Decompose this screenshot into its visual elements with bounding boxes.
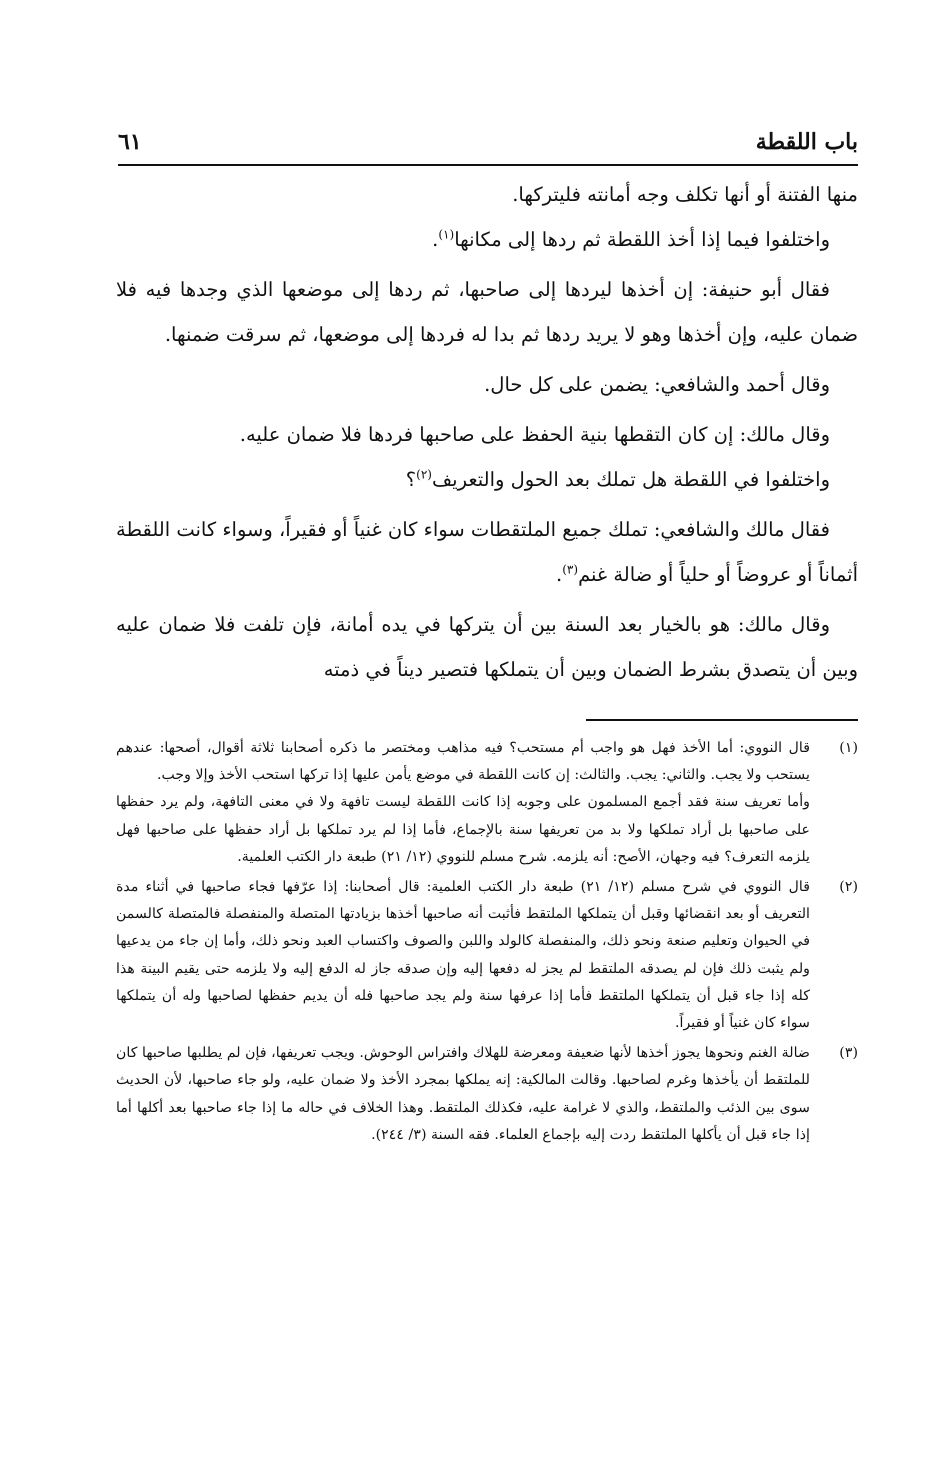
footnote-text: قال النووي في شرح مسلم (١٢/ ٢١) طبعة دار الكتب العلمية: قال أصحابنا: إذا عرّفها فجاء صاحبها في أثناء مدة التعريف أو بعد انقضائها وقبل أن يتملكها الملتقط فأثبت أنه صاحبها أخذها بزيادتها المتصلة والمنفصلة فالمتصلة كالسمن في الحيوان وتعليم صنعة ونحو ذلك، والمنفصلة كالولد واللبن والصوف واكتساب العبد ونحو ذلك، وأما إن جاء من يدعيها ولم يثبت ذلك فإن لم يصدقه الملتقط لم يجز له دفعها إليه وإن صدقه جاز له الدفع إليه ولا يلزمه حتى يقيم البينة هذا كله إذا جاء قبل أن يتملكها الملتقط فأما إذا عرفها سنة ولم يجد صاحبها فله أن يديم حفظها لصاحبها وله أن يتملكها سواء كان غنياً أو فقيراً. (116, 879, 810, 1032)
paragraph-1: منها الفتنة أو أنها تكلف وجه أمانته فليتركها. (512, 183, 858, 206)
paragraph-7-end: . (556, 563, 563, 586)
footnotes (116, 735, 858, 1152)
paragraph-5: وقال مالك: إن كان التقطها بنية الحفظ على صاحبها فردها فلا ضمان عليه. (239, 423, 830, 446)
paragraph-7 (116, 507, 858, 597)
chapter-title: باب اللقطة (755, 129, 858, 155)
footnote-body (116, 1040, 810, 1149)
header-rule (118, 164, 858, 166)
footnote-text: قال النووي: أما الأخذ فهل هو واجب أم مستحب؟ فيه مذاهب ومختصر ما ذكره أصحابنا ثلاثة أقوال، أصحها: عندهم يستحب ولا يجب. والثاني: يجب. والثالث: إن كانت اللقطة في موضع يأمن عليها إذا تركها استحب الأخذ وإلا وجب. (116, 740, 810, 784)
paragraph-4: وقال أحمد والشافعي: يضمن على كل حال. (484, 373, 830, 396)
paragraph-3: فقال أبو حنيفة: إن أخذها ليردها إلى صاحبها، ثم ردها إلى موضعها الذي وجدها فيه فلا ضمان عليه، وإن أخذها وهو لا يريد ردها ثم بدا له فردها إلى موضعها، ثم سرقت ضمنها. (116, 278, 858, 346)
footnote-text: ضالة الغنم ونحوها يجوز أخذها لأنها ضعيفة ومعرضة للهلاك وافتراس الوحوش. ويجب تعريفها، فإن لم يطلبها صاحبها كان للملتقط أن يأخذها وغرم لصاحبها. وقالت المالكية: إنه يملكها بمجرد الأخذ ولا ضمان عليه، ولو جاء صاحبها، لأن الحديث سوى بين الذئب والملتقط، والذي لا غرامة عليه، فكذلك الملتقط. وهذا الخلاف في حاله ما إذا جاء صاحبها بعد أكلها أما إذا جاء قبل أن يأكلها الملتقط ردت إليه بإجماع العلماء. فقه السنة (٣/ ٢٤٤). (116, 1045, 810, 1143)
paragraph-2-text: واختلفوا فيما إذا أخذ اللقطة ثم ردها إلى مكانها (454, 228, 830, 251)
footnote-ref-1[interactable]: (١) (438, 227, 455, 242)
paragraph-6-end: ؟ (405, 468, 417, 491)
paragraph-7-text: فقال مالك والشافعي: تملك جميع الملتقطات سواء كان غنياً أو فقيراً، وسواء كانت اللقطة أثماناً أو عروضاً أو حلياً أو ضالة غنم (116, 518, 858, 586)
footnote-separator (586, 719, 858, 721)
paragraph-2-end: . (432, 228, 439, 251)
footnote-1 (116, 735, 858, 871)
footnote-body (116, 735, 810, 871)
footnote-number: (٢) (839, 879, 858, 896)
footnote-ref-3[interactable]: (٣) (562, 562, 579, 577)
footnote-3 (116, 1040, 858, 1149)
paragraph-8: وقال مالك: هو بالخيار بعد السنة بين أن يتركها في يده أمانة، فإن تلفت فلا ضمان عليه وبين أن يتصدق بشرط الضمان وبين أن يتملكها فتصير ديناً في ذمته (116, 613, 858, 681)
footnote-ref-2[interactable]: (٢) (416, 467, 432, 482)
footnote-number: (١) (839, 740, 858, 756)
main-text (116, 172, 858, 692)
footnote-number: (٣) (839, 1045, 858, 1062)
paragraph-6 (116, 457, 858, 502)
footnote-text: وأما تعريف سنة فقد أجمع المسلمون على وجوبه إذا كانت اللقطة ليست تافهة ولا في معنى التافهة، ولم يرد حفظها على صاحبها بل أراد تملكها ولا بد من تعريفها سنة بالإجماع، فأما إذا لم يرد تملكها بل أراد حفظها على صاحبها فهل يلزمه التعرف؟ فيه وجهان، الأصح: أنه يلزمه. شرح مسلم للنووي (١٢/ ٢١) طبعة دار الكتب العلمية. (116, 794, 810, 865)
footnote-body (116, 874, 810, 1037)
page-header (118, 124, 858, 160)
page-number: ٦١ (118, 129, 142, 155)
footnote-2 (116, 874, 858, 1037)
paragraph-2 (116, 217, 858, 262)
paragraph-6-text: واختلفوا في اللقطة هل تملك بعد الحول والتعريف (431, 468, 830, 491)
